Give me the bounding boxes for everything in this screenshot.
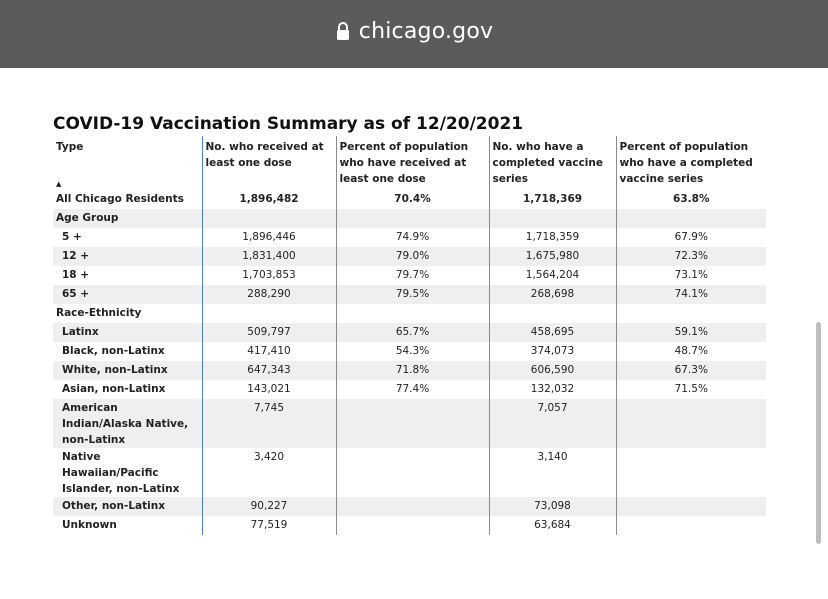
table-row	[53, 247, 766, 266]
cell-percent-completed: 72.3%	[616, 247, 766, 266]
cell-percent-one-dose: 54.3%	[336, 342, 489, 361]
cell-completed: 132,032	[489, 380, 616, 399]
cell-percent-one-dose: 77.4%	[336, 380, 489, 399]
cell-percent-one-dose: 74.9%	[336, 228, 489, 247]
cell-one-dose: 509,797	[202, 323, 336, 342]
row-label: 18 +	[62, 269, 90, 281]
column-header-type[interactable]	[53, 136, 202, 190]
cell-one-dose: 77,519	[202, 516, 336, 535]
header-label: Type	[56, 141, 84, 153]
cell-one-dose: 1,896,482	[202, 190, 336, 209]
row-label: Native Hawaiian/Pacific Islander, non-Latinx	[62, 451, 180, 495]
cell-percent-one-dose	[336, 497, 489, 516]
row-label: Latinx	[53, 323, 202, 342]
table-row	[53, 380, 766, 399]
cell-percent-one-dose	[336, 304, 489, 323]
cell-percent-completed	[616, 497, 766, 516]
cell-one-dose: 90,227	[202, 497, 336, 516]
cell-one-dose: 1,896,446	[202, 228, 336, 247]
table-row	[53, 399, 766, 448]
page-content	[53, 112, 793, 535]
table-row	[53, 285, 766, 304]
table-row	[53, 190, 766, 209]
cell-percent-one-dose: 79.7%	[336, 266, 489, 285]
cell-one-dose: 1,831,400	[202, 247, 336, 266]
cell-completed: 3,140	[489, 448, 616, 497]
cell-one-dose: 288,290	[202, 285, 336, 304]
row-label: Black, non-Latinx	[62, 345, 165, 357]
cell-percent-completed: 74.1%	[616, 285, 766, 304]
column-header-percent-completed[interactable]: Percent of population who have a completed vaccine series	[616, 136, 766, 190]
cell-percent-completed: 48.7%	[616, 342, 766, 361]
cell-completed: 1,675,980	[489, 247, 616, 266]
row-label: Asian, non-Latinx	[62, 383, 166, 395]
cell-one-dose	[202, 209, 336, 228]
column-header-one-dose[interactable]: No. who received at least one dose	[202, 136, 336, 190]
cell-completed: 1,718,369	[489, 190, 616, 209]
cell-percent-one-dose	[336, 399, 489, 448]
cell-one-dose: 143,021	[202, 380, 336, 399]
cell-percent-completed: 67.9%	[616, 228, 766, 247]
row-label: 5 +	[62, 231, 82, 243]
lock-icon	[335, 21, 351, 41]
cell-percent-completed: 59.1%	[616, 323, 766, 342]
cell-completed: 374,073	[489, 342, 616, 361]
cell-completed: 1,718,359	[489, 228, 616, 247]
cell-percent-completed	[616, 209, 766, 228]
cell-percent-completed: 63.8%	[616, 190, 766, 209]
cell-completed: 1,564,204	[489, 266, 616, 285]
cell-percent-one-dose: 79.5%	[336, 285, 489, 304]
column-header-completed[interactable]: No. who have a completed vaccine series	[489, 136, 616, 190]
url-text: chicago.gov	[358, 18, 494, 44]
cell-percent-one-dose: 79.0%	[336, 247, 489, 266]
table-header-row	[53, 136, 766, 190]
row-label: Unknown	[62, 519, 117, 531]
browser-address-bar	[0, 0, 828, 68]
scrollbar-thumb[interactable]	[816, 322, 821, 544]
cell-completed: 73,098	[489, 497, 616, 516]
cell-percent-completed	[616, 304, 766, 323]
table-row	[53, 361, 766, 380]
table-row	[53, 228, 766, 247]
row-label: American Indian/Alaska Native, non-Latinx	[53, 399, 202, 448]
cell-completed: 268,698	[489, 285, 616, 304]
table-row	[53, 323, 766, 342]
cell-completed	[489, 209, 616, 228]
cell-percent-one-dose	[336, 209, 489, 228]
page-title: COVID-19 Vaccination Summary as of 12/20/2021	[53, 114, 524, 134]
table-row	[53, 516, 766, 535]
cell-percent-completed	[616, 448, 766, 497]
row-label: All Chicago Residents	[56, 193, 184, 205]
row-label: Age Group	[53, 209, 202, 228]
row-label: White, non-Latinx	[53, 361, 202, 380]
cell-percent-one-dose	[336, 516, 489, 535]
column-header-percent-one-dose[interactable]: Percent of population who have received at least one dose	[336, 136, 489, 190]
cell-percent-completed	[616, 516, 766, 535]
table-row	[53, 497, 766, 516]
cell-completed: 606,590	[489, 361, 616, 380]
table-row	[53, 342, 766, 361]
cell-percent-completed	[616, 399, 766, 448]
url-display[interactable]	[335, 19, 493, 44]
cell-percent-one-dose: 71.8%	[336, 361, 489, 380]
cell-percent-one-dose	[336, 448, 489, 497]
cell-one-dose: 3,420	[202, 448, 336, 497]
cell-percent-one-dose: 65.7%	[336, 323, 489, 342]
cell-percent-completed: 73.1%	[616, 266, 766, 285]
cell-completed: 63,684	[489, 516, 616, 535]
cell-completed	[489, 304, 616, 323]
cell-completed: 458,695	[489, 323, 616, 342]
row-label: Other, non-Latinx	[53, 497, 202, 516]
cell-completed: 7,057	[489, 399, 616, 448]
cell-percent-completed: 71.5%	[616, 380, 766, 399]
row-label: Race-Ethnicity	[56, 307, 142, 319]
row-label: 65 +	[53, 285, 202, 304]
table-row	[53, 209, 766, 228]
sort-ascending-icon[interactable]: ▲	[56, 180, 62, 188]
cell-percent-completed: 67.3%	[616, 361, 766, 380]
cell-one-dose: 7,745	[202, 399, 336, 448]
vaccination-table	[53, 136, 766, 535]
cell-one-dose	[202, 304, 336, 323]
table-row	[53, 304, 766, 323]
cell-one-dose: 1,703,853	[202, 266, 336, 285]
table-row	[53, 266, 766, 285]
table-row	[53, 448, 766, 497]
cell-one-dose: 417,410	[202, 342, 336, 361]
cell-one-dose: 647,343	[202, 361, 336, 380]
cell-percent-one-dose: 70.4%	[336, 190, 489, 209]
row-label: 12 +	[53, 247, 202, 266]
